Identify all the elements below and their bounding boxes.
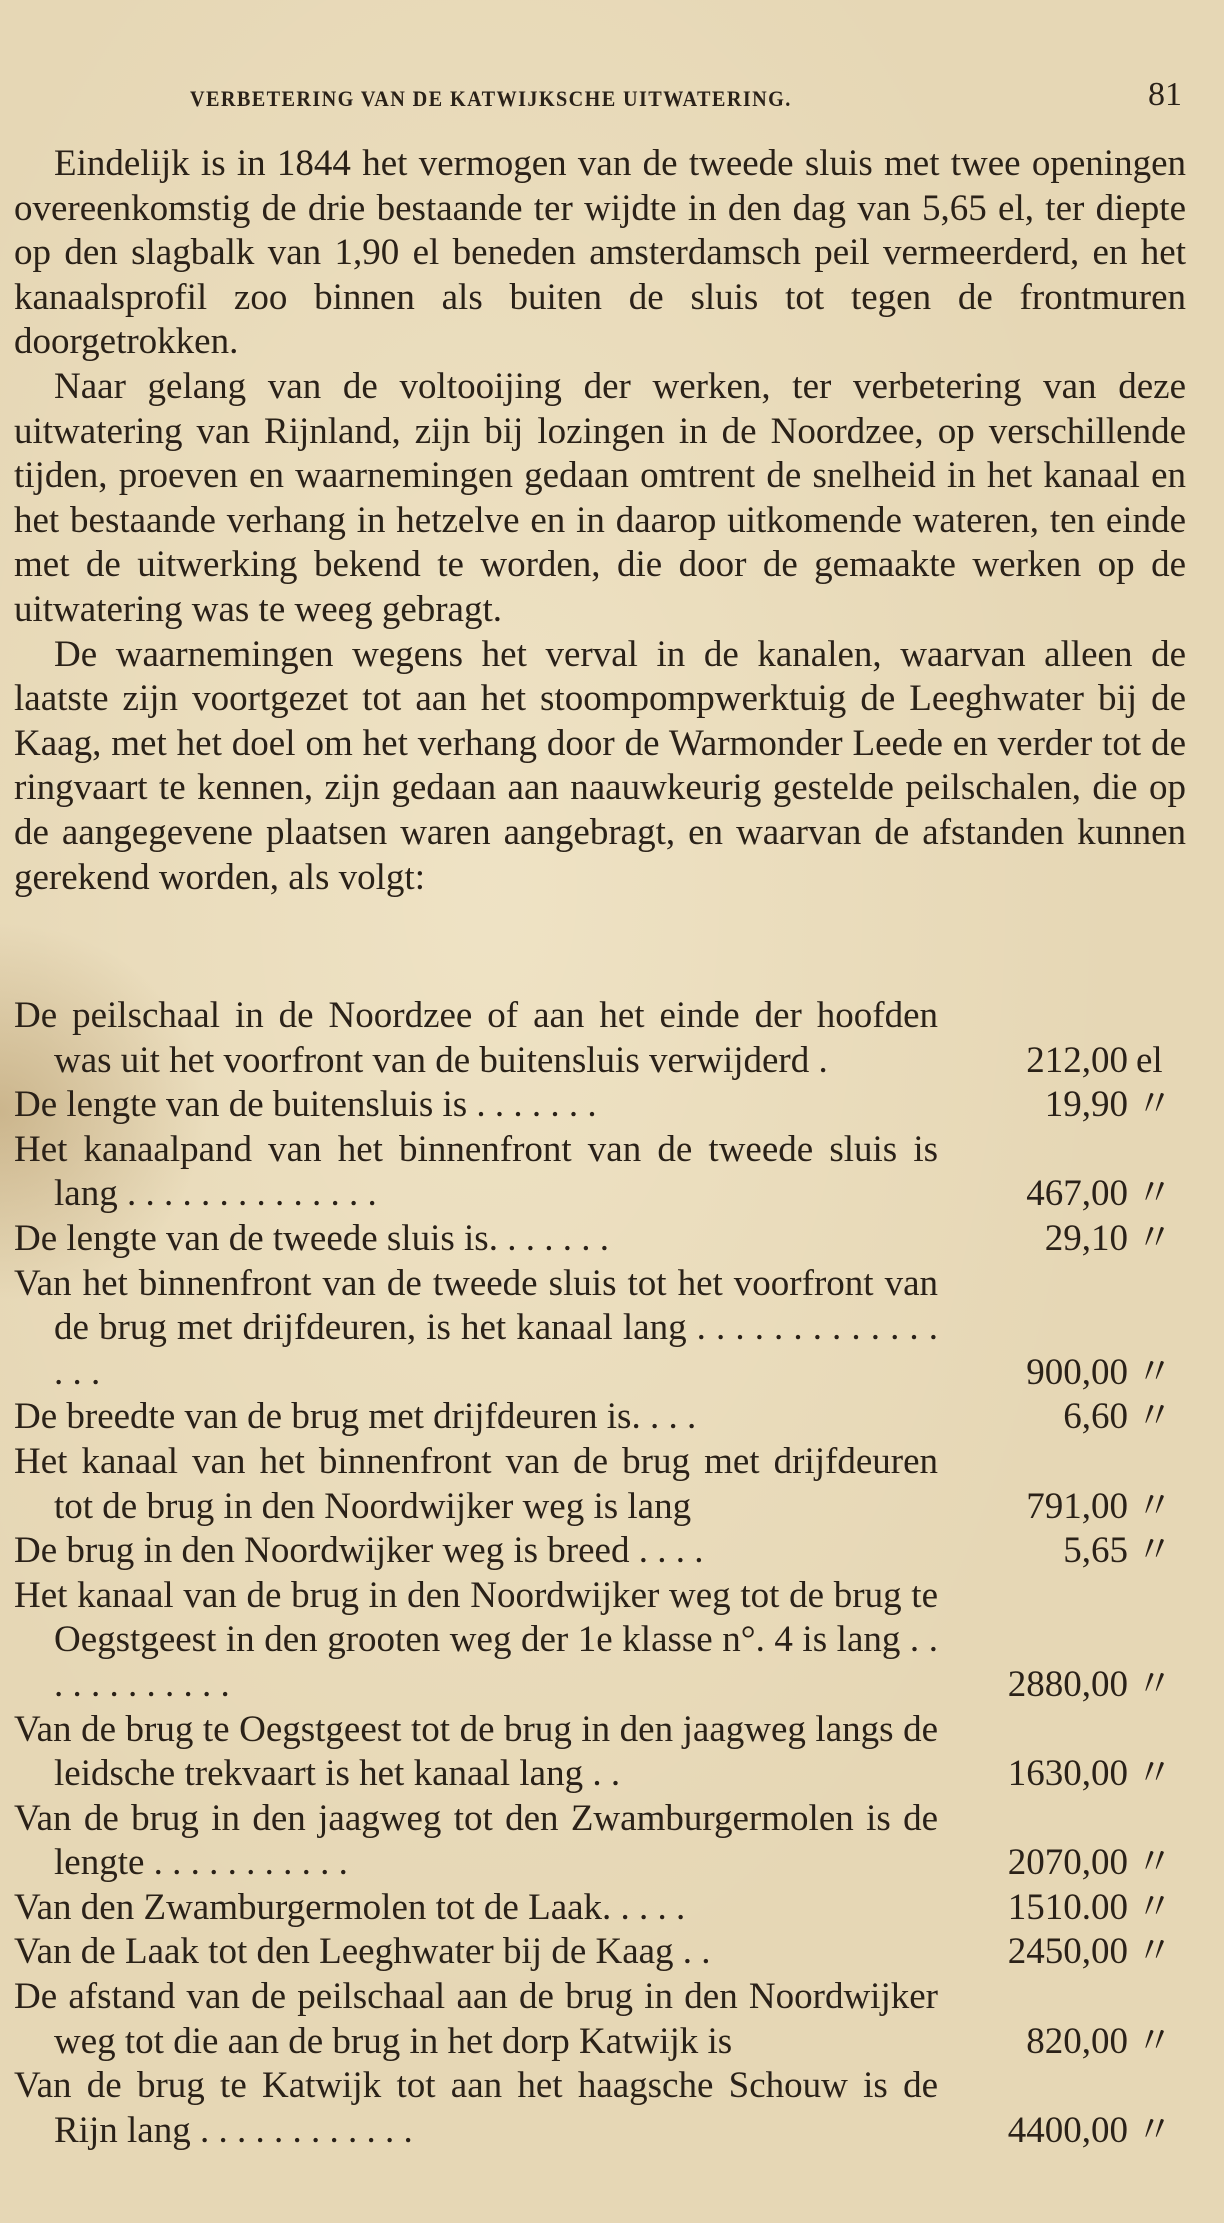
entry-unit: 〃: [1136, 1663, 1173, 1705]
entry-description: De breedte van de brug met drijfdeuren is. . . .: [14, 1396, 697, 1438]
entry-description: Van den Zwamburgermolen tot de Laak. . . . .: [14, 1886, 686, 1928]
entry-description: Van de brug in den jaagweg tot den Zwamburgermolen is de lengte . . . . . . . . . . .: [14, 1797, 938, 1884]
entry-amount: 2070,00: [1007, 1842, 1128, 1884]
entry-amount: 5,65: [1063, 1530, 1128, 1572]
entry-unit: 〃: [1136, 1217, 1173, 1259]
entry-unit: 〃: [1136, 1173, 1173, 1215]
entry-description: Van de brug te Oegstgeest tot de brug in den jaagweg langs de leidsche trekvaart is het kanaal lang . .: [14, 1708, 938, 1795]
entry-description: De lengte van de buitensluis is . . . . . . .: [14, 1084, 597, 1126]
list-item: [14, 1395, 1186, 1440]
entry-amount: 2880,00: [1007, 1663, 1128, 1705]
distance-list: [14, 994, 1186, 2153]
list-item: [14, 1217, 1186, 1262]
entry-amount: 467,00: [1026, 1173, 1128, 1215]
running-title: VERBETERING VAN DE KATWIJKSCHE UITWATERING.: [190, 86, 792, 111]
paragraph: De waarnemingen wegens het verval in de kanalen, waarvan alleen de laatste zijn voortgezet tot aan het stoompompwerktuig de Leeghwater bij de Kaag, met het doel om het verhang door de Warmonder Leede en verder tot de ringvaart te kennen, zijn gedaan aan naauwkeurig gestelde peilschalen, die op de aangegevene plaatsen waren aangebragt, en waarvan de afstanden kunnen gerekend worden, als volgt:: [14, 633, 1186, 898]
entry-unit: 〃: [1136, 1931, 1173, 1973]
entry-description: De brug in den Noordwijker weg is breed . . . .: [14, 1530, 704, 1572]
page-number: 81: [1148, 76, 1182, 113]
paragraph: Eindelijk is in 1844 het vermogen van de tweede sluis met twee openingen overeenkomstig de drie bestaande ter wijdte in den dag van 5,65 el, ter diepte op den slagbalk van 1,90 el beneden amsterdamsch peil vermeerderd, en het kanaalsprofil zoo binnen als buiten de sluis tot tegen de frontmuren doorgetrokken.: [14, 143, 1186, 363]
entry-amount: 2450,00: [1007, 1931, 1128, 1973]
entry-description: De lengte van de tweede sluis is. . . . . . .: [14, 1217, 609, 1259]
entry-unit: 〃: [1136, 1084, 1173, 1126]
entry-unit: 〃: [1136, 2109, 1173, 2151]
entry-unit: 〃: [1136, 1753, 1173, 1795]
list-item: [14, 1262, 1186, 1396]
list-item: [14, 1440, 1186, 1529]
list-item: [14, 1708, 1186, 1797]
entry-description: Het kanaalpand van het binnenfront van de tweede sluis is lang . . . . . . . . . . . . . .: [14, 1128, 938, 1215]
list-item: [14, 1797, 1186, 1886]
list-item: [14, 1975, 1186, 2064]
entry-amount: 900,00: [1026, 1351, 1128, 1393]
entry-unit: 〃: [1136, 1842, 1173, 1884]
entry-amount: 791,00: [1026, 1485, 1128, 1527]
list-item: [14, 2064, 1186, 2153]
entry-description: De peilschaal in de Noordzee of aan het einde der hoofden was uit het voorfront van de buitensluis verwijderd .: [14, 995, 938, 1081]
list-item: [14, 1529, 1186, 1574]
running-header: [14, 76, 1194, 120]
entry-description: Van de Laak tot den Leeghwater bij de Kaag . .: [14, 1931, 711, 1973]
entry-amount: 212,00: [1026, 1039, 1128, 1081]
entry-unit: 〃: [1136, 1530, 1173, 1572]
entry-description: De afstand van de peilschaal aan de brug in den Noordwijker weg tot die aan de brug in het dorp Katwijk is: [14, 1976, 938, 2062]
entry-unit: 〃: [1136, 1485, 1173, 1527]
list-item: [14, 1083, 1186, 1128]
paragraph: Naar gelang van de voltooijing der werken, ter verbetering van deze uitwatering van Rijnland, zijn bij lozingen in de Noordzee, op verschillende tijden, proeven en waarnemingen gedaan omtrent de snelheid in het kanaal en het bestaande verhang in hetzelve en in daarop uitkomende wateren, ten einde met de uitwerking bekend te worden, die door de gemaakte werken op de uitwatering was te weeg gebragt.: [14, 365, 1186, 630]
entry-amount: 4400,00: [1007, 2109, 1128, 2151]
list-item: [14, 1574, 1186, 1708]
entry-unit: el: [1136, 1039, 1163, 1081]
entry-amount: 29,10: [1044, 1217, 1128, 1259]
entry-description: Het kanaal van het binnenfront van de brug met drijfdeuren tot de brug in den Noordwijker weg is lang: [14, 1440, 938, 1527]
entry-description: Van het binnenfront van de tweede sluis tot het voorfront van de brug met drijfdeuren, is het kanaal lang . . . . . . . . . . . . . . . .: [14, 1262, 938, 1393]
list-item: [14, 994, 1186, 1083]
entry-amount: 19,90: [1044, 1084, 1128, 1126]
entry-amount: 1630,00: [1007, 1753, 1128, 1795]
entry-amount: 820,00: [1026, 2020, 1128, 2062]
entry-unit: 〃: [1136, 1351, 1173, 1393]
entry-unit: 〃: [1136, 1886, 1173, 1928]
body-text: [14, 142, 1186, 900]
entry-unit: 〃: [1136, 2020, 1173, 2062]
entry-description: Van de brug te Katwijk tot aan het haagsche Schouw is de Rijn lang . . . . . . . . . . . .: [14, 2065, 938, 2151]
list-item: [14, 1128, 1186, 1217]
list-item: [14, 1886, 1186, 1931]
entry-description: Het kanaal van de brug in den Noordwijker weg tot de brug te Oegstgeest in den grooten weg der 1e klasse n°. 4 is lang . . . . . . . . . . . .: [14, 1574, 938, 1705]
entry-unit: 〃: [1136, 1396, 1173, 1438]
entry-amount: 1510.00: [1007, 1886, 1128, 1928]
entry-amount: 6,60: [1063, 1396, 1128, 1438]
list-item: [14, 1930, 1186, 1975]
